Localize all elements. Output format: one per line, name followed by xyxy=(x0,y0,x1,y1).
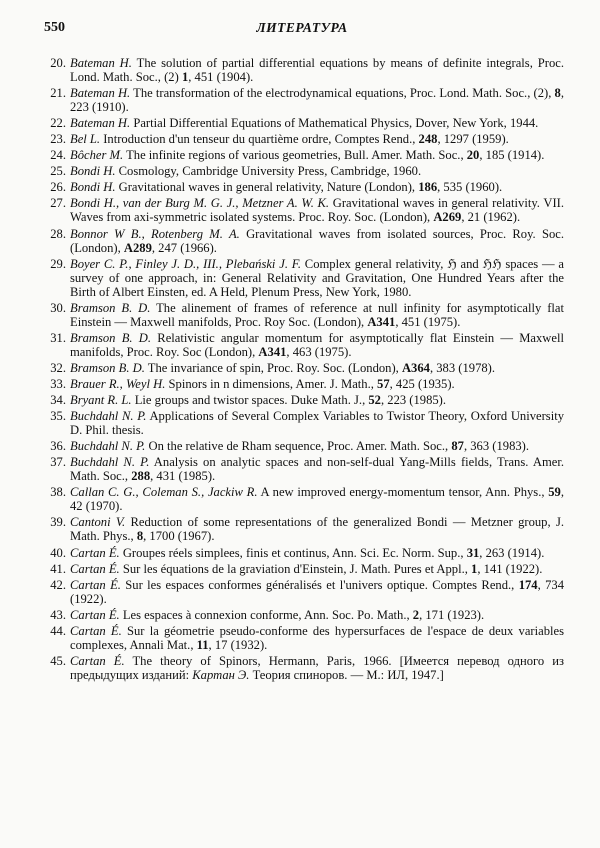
reference-number: 22. xyxy=(50,116,66,131)
reference-entry xyxy=(44,180,564,194)
reference-number: 25. xyxy=(50,164,66,179)
reference-publication-info: , 734 (1922). xyxy=(70,577,564,606)
reference-entry xyxy=(44,361,564,375)
reference-entry xyxy=(44,562,564,576)
reference-publication-info: , 263 (1914). xyxy=(479,545,545,560)
reference-publication-info: , 185 (1914). xyxy=(479,148,545,163)
reference-number: 23. xyxy=(50,132,66,147)
reference-publication-info: , 247 (1966). xyxy=(151,240,217,255)
reference-entry xyxy=(44,56,564,84)
reference-publication-info: , 223 (1985). xyxy=(380,393,447,408)
reference-number: 21. xyxy=(50,86,66,101)
reference-list xyxy=(44,56,564,684)
reference-entry xyxy=(44,196,564,224)
reference-number: 31. xyxy=(50,330,66,345)
reference-text: Groupes réels simplees, finis et continus, Ann. Sci. Ec. Norm. Sup., xyxy=(119,545,467,560)
reference-entry xyxy=(44,116,564,130)
reference-text: A new improved energy-momentum tensor, Ann. Phys., xyxy=(257,485,549,500)
reference-publication-info: , 141 (1922). xyxy=(477,561,543,576)
reference-text: Gravitational waves in general relativity. VII. Waves from axi-symmetric isolated systems. Proc. Roy. Soc. (London), xyxy=(70,196,565,225)
reference-number: 34. xyxy=(50,393,66,408)
reference-entry xyxy=(44,608,564,622)
reference-volume: 1 xyxy=(471,561,478,576)
reference-entry xyxy=(44,455,564,483)
reference-publication-info: , 223 (1910). xyxy=(70,86,564,115)
reference-text: Complex general relativity, ℌ and ℌℌ spaces — a survey of one approach, in: General Relativity and Gravitation, One Hundred Years after the Birth of Albert Einsten, ed. A Held, Plenum Press, New York, 1980. xyxy=(70,256,564,299)
reference-number: 37. xyxy=(50,455,66,470)
reference-volume: 288 xyxy=(131,469,151,484)
reference-volume: 248 xyxy=(418,132,438,147)
reference-publication-info: , 363 (1983). xyxy=(463,439,530,454)
running-title: ЛИТЕРАТУРА xyxy=(256,20,348,35)
reference-number: 42. xyxy=(50,577,66,592)
reference-entry xyxy=(44,164,564,178)
reference-number: 28. xyxy=(50,226,66,241)
page-header xyxy=(44,20,560,44)
reference-text: Sur les équations de la graviation d'Einstein, J. Math. Pures et Appl., xyxy=(119,561,472,576)
reference-text: Reduction of some representations of the generalized Bondi — Metzner group, J. Math. Phys., xyxy=(70,515,564,544)
reference-authors: Bateman H. xyxy=(70,86,131,101)
reference-publication-info: , 431 (1985). xyxy=(150,469,216,484)
reference-text: Sur les espaces conformes généralisés et l'univers optique. Comptes Rend., xyxy=(120,577,519,592)
reference-publication-info: , 425 (1935). xyxy=(389,376,455,391)
reference-volume: 186 xyxy=(418,180,438,195)
reference-publication-info: , 21 (1962). xyxy=(461,210,521,225)
reference-entry xyxy=(44,485,564,513)
reference-publication-info: , 451 (1975). xyxy=(395,314,461,329)
reference-authors: Bramson B. D. xyxy=(70,360,145,375)
reference-authors: Bondi H. xyxy=(70,180,116,195)
reference-authors: Bondi H. xyxy=(70,164,116,179)
reference-text: The theory of Spinors, Hermann, Paris, 1966. [Имеется перевод одного из предыдущих изданий: xyxy=(70,653,564,682)
reference-text: The infinite regions of various geometries, Bull. Amer. Math. Soc., xyxy=(123,148,467,163)
reference-entry xyxy=(44,515,564,543)
reference-number: 29. xyxy=(50,256,66,271)
reference-volume: 174 xyxy=(518,577,538,592)
reference-entry xyxy=(44,132,564,146)
reference-volume: A341 xyxy=(258,344,287,359)
reference-number: 32. xyxy=(50,360,66,375)
reference-entry xyxy=(44,439,564,453)
reference-number: 39. xyxy=(50,515,66,530)
reference-entry xyxy=(44,393,564,407)
reference-authors: Cartan É. xyxy=(70,545,120,560)
reference-publication-info: , 171 (1923). xyxy=(419,607,485,622)
reference-authors: Buchdahl N. P. xyxy=(70,409,147,424)
reference-number: 26. xyxy=(50,180,66,195)
reference-volume: 87 xyxy=(451,439,464,454)
reference-text: Gravitational waves in general relativity, Nature (London), xyxy=(115,180,419,195)
reference-text: Les espaces à connexion conforme, Ann. Soc. Po. Math., xyxy=(119,607,413,622)
reference-volume: 52 xyxy=(368,393,381,408)
reference-entry xyxy=(44,257,564,299)
reference-authors: Bôcher M. xyxy=(70,148,124,163)
reference-authors: Cartan É. xyxy=(70,577,121,592)
reference-number: 43. xyxy=(50,607,66,622)
reference-authors: Bramson B. D. xyxy=(70,300,151,315)
reference-authors: Bateman H. xyxy=(70,56,132,70)
reference-publication-info: , 42 (1970). xyxy=(70,485,564,514)
reference-volume: A364 xyxy=(401,360,430,375)
reference-authors: Cartan É. xyxy=(70,561,120,576)
reference-number: 44. xyxy=(50,623,66,638)
reference-volume: A289 xyxy=(123,240,152,255)
reference-authors: Buchdahl N. P. xyxy=(70,455,150,470)
reference-entry xyxy=(44,578,564,606)
reference-number: 27. xyxy=(50,196,66,211)
reference-volume: 57 xyxy=(377,376,390,391)
reference-text: The invariance of spin, Proc. Roy. Soc. (London), xyxy=(144,360,402,375)
reference-number: 33. xyxy=(50,376,66,391)
reference-text: Gravitational waves from isolated sources, Proc. Roy. Soc. (London), xyxy=(70,226,564,255)
reference-number: 20. xyxy=(50,56,66,70)
reference-text: Sur la géometrie pseudo-conforme des hypersurfaces de l'espace de deux variables complexes, Annali Mat., xyxy=(70,623,564,652)
page-number: 550 xyxy=(44,20,65,35)
reference-publication-info: , 535 (1960). xyxy=(437,180,503,195)
reference-number: 41. xyxy=(50,561,66,576)
reference-publication-info: , 1297 (1959). xyxy=(437,132,509,147)
reference-authors: Bondi H., van der Burg M. G. J., Metzner A. W. K. xyxy=(70,196,330,211)
reference-authors: Bel L. xyxy=(70,132,101,147)
reference-authors: Bateman H. xyxy=(70,116,131,131)
reference-number: 38. xyxy=(50,485,66,500)
reference-volume: A269 xyxy=(433,210,462,225)
reference-volume: 8 xyxy=(136,529,144,544)
reference-authors: Cartan É. xyxy=(70,607,120,622)
reference-text: The alinement of frames of reference at null infinity for asymptotically flat Einstein — Maxwell manifolds, Proc. Roy Soc. (London), xyxy=(70,300,564,329)
reference-number: 35. xyxy=(50,409,66,424)
reference-volume: 1 xyxy=(181,70,189,85)
reference-volume: 8 xyxy=(554,86,561,101)
reference-volume: 2 xyxy=(412,607,420,622)
reference-text: Partial Differential Equations of Mathematical Physics, Dover, New York, 1944. xyxy=(130,116,539,131)
reference-entry xyxy=(44,148,564,162)
reference-entry xyxy=(44,86,564,114)
reference-text: Applications of Several Complex Variables to Twistor Theory, Oxford University D. Phil. thesis. xyxy=(70,409,564,438)
reference-publication-info: , 383 (1978). xyxy=(429,360,496,375)
reference-number: 36. xyxy=(50,439,66,454)
reference-volume: 59 xyxy=(548,485,561,500)
translation-note: Теория спиноров. — М.: ИЛ, 1947.] xyxy=(249,667,444,682)
reference-entry xyxy=(44,377,564,391)
reference-number: 24. xyxy=(50,148,66,163)
reference-text: Analysis on analytic spaces and non-self-dual Yang-Mills fields, Trans. Amer. Math. Soc., xyxy=(70,455,564,484)
reference-entry xyxy=(44,331,564,359)
reference-volume: 11 xyxy=(196,637,209,652)
reference-number: 40. xyxy=(50,545,66,560)
reference-text: Cosmology, Cambridge University Press, Cambridge, 1960. xyxy=(115,164,422,179)
reference-volume: A341 xyxy=(367,314,396,329)
reference-text: Relativistic angular momentum for asymptotically flat Einstein — Maxwell manifolds, Proc. Roy. Soc (London), xyxy=(70,330,564,359)
reference-authors: Boyer C. P., Finley J. D., III., Plebański J. F. xyxy=(70,256,301,271)
reference-authors: Bramson B. D. xyxy=(70,330,152,345)
reference-text: Spinors in n dimensions, Amer. J. Math., xyxy=(165,376,378,391)
reference-authors: Cartan É. xyxy=(70,653,125,668)
reference-authors: Cartan É. xyxy=(70,623,122,638)
reference-entry xyxy=(44,546,564,560)
reference-authors: Cantoni V. xyxy=(70,515,126,530)
reference-text: Lie groups and twistor spaces. Duke Math. J., xyxy=(131,393,369,408)
reference-text: The solution of partial differential equations by means of definite integrals, Proc. Lond. Math. Soc., (2) xyxy=(70,56,564,85)
reference-number: 45. xyxy=(50,653,66,668)
translation-author: Картан Э. xyxy=(192,667,250,682)
reference-entry xyxy=(44,624,564,652)
reference-authors: Brauer R., Weyl H. xyxy=(70,376,166,391)
reference-authors: Bryant R. L. xyxy=(70,393,132,408)
reference-number: 30. xyxy=(50,300,66,315)
reference-authors: Buchdahl N. P. xyxy=(70,439,146,454)
reference-entry xyxy=(44,227,564,255)
reference-text: Introduction d'un tenseur du quartième ordre, Comptes Rend., xyxy=(100,132,419,147)
reference-text: On the relative de Rham sequence, Proc. Amer. Math. Soc., xyxy=(145,439,452,454)
reference-publication-info: , 451 (1904). xyxy=(188,70,254,85)
reference-text: The transformation of the electrodynamical equations, Proc. Lond. Math. Soc., (2), xyxy=(130,86,555,101)
reference-publication-info: , 1700 (1967). xyxy=(143,529,215,544)
reference-volume: 20 xyxy=(466,148,480,163)
reference-volume: 31 xyxy=(466,545,480,560)
reference-entry xyxy=(44,409,564,437)
reference-authors: Bonnor W B., Rotenberg M. A. xyxy=(70,226,240,241)
reference-entry xyxy=(44,654,564,682)
reference-authors: Callan C. G., Coleman S., Jackiw R. xyxy=(70,485,258,500)
reference-publication-info: , 463 (1975). xyxy=(286,344,352,359)
reference-publication-info: , 17 (1932). xyxy=(208,637,268,652)
reference-entry xyxy=(44,301,564,329)
